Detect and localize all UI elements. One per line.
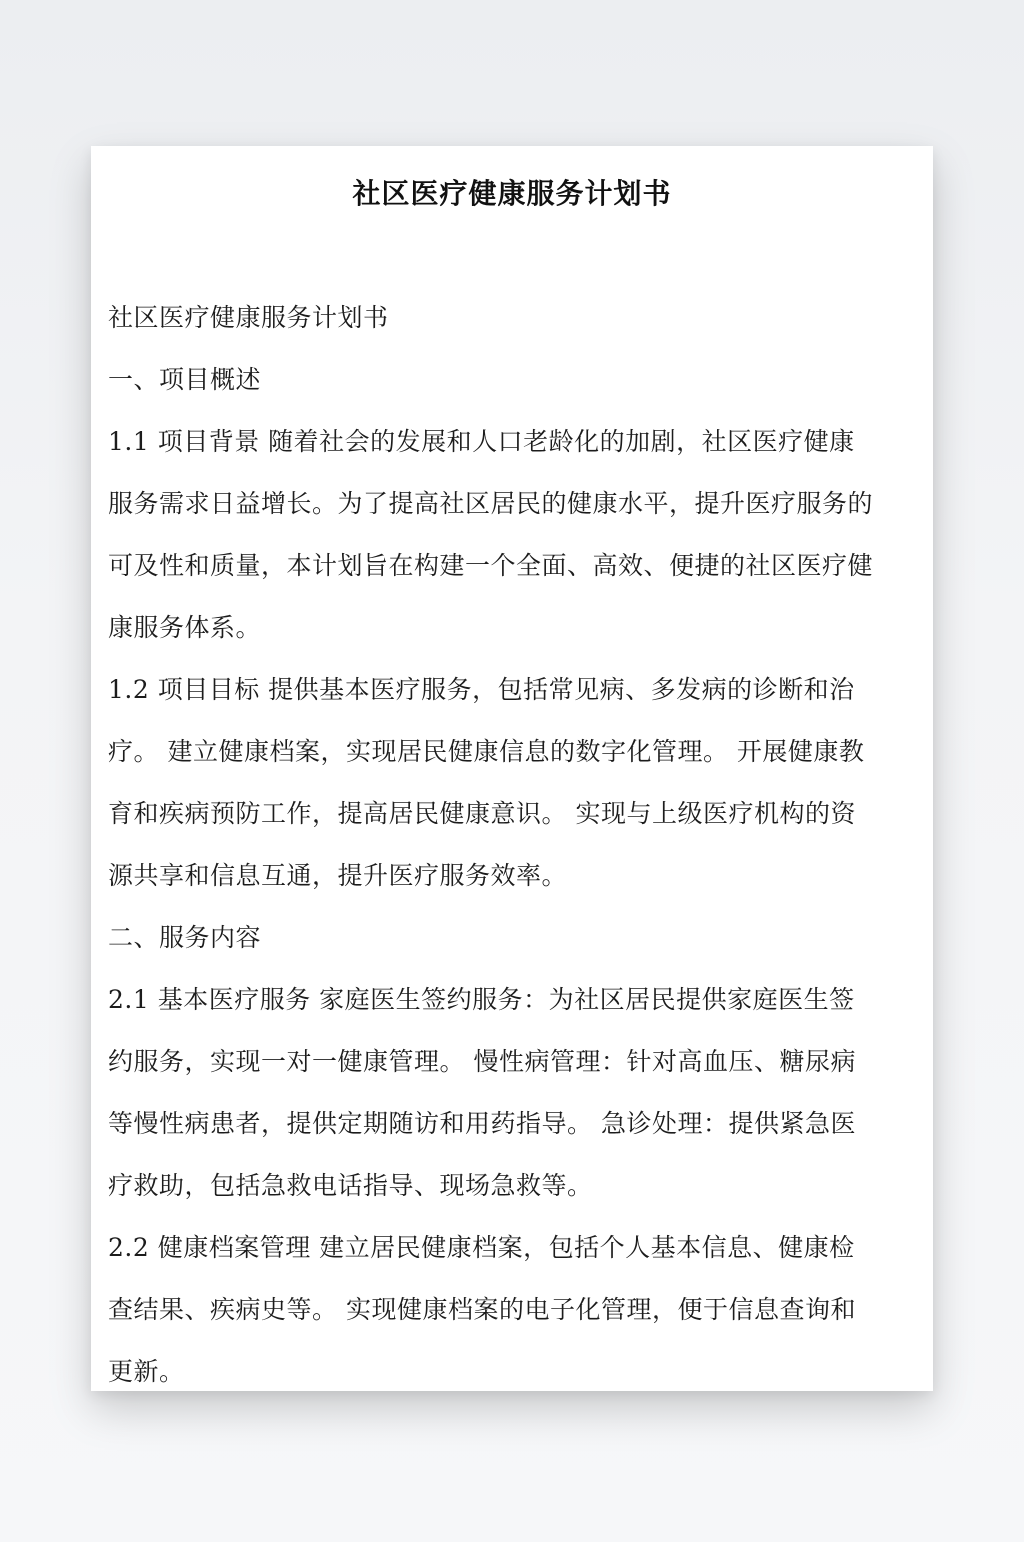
body-line: 一、项目概述: [108, 365, 262, 394]
body-line: 可及性和质量，本计划旨在构建一个全面、高效、便捷的社区医疗健: [108, 551, 874, 580]
body-line: 查结果、疾病史等。 实现健康档案的电子化管理，便于信息查询和: [108, 1295, 856, 1324]
body-line: 更新。: [108, 1357, 185, 1386]
body-line: 社区医疗健康服务计划书: [108, 303, 389, 332]
body-line: 康服务体系。: [108, 613, 262, 642]
body-line: 约服务，实现一对一健康管理。 慢性病管理：针对高血压、糖尿病: [108, 1047, 856, 1076]
document-title: 社区医疗健康服务计划书: [352, 177, 672, 210]
body-line: 疗救助，包括急救电话指导、现场急救等。: [108, 1171, 593, 1200]
body-line: 1.2 项目目标 提供基本医疗服务，包括常见病、多发病的诊断和治: [108, 675, 855, 704]
body-line: 2.2 健康档案管理 建立居民健康档案，包括个人基本信息、健康检: [108, 1233, 855, 1262]
document-page: [91, 146, 933, 1391]
document-body: [108, 287, 918, 1391]
body-line: 1.1 项目背景 随着社会的发展和人口老龄化的加剧，社区医疗健康: [108, 427, 855, 456]
body-line: 服务需求日益增长。为了提高社区居民的健康水平，提升医疗服务的: [108, 489, 874, 518]
body-line: 疗。 建立健康档案，实现居民健康信息的数字化管理。 开展健康教: [108, 737, 865, 766]
body-line: 育和疾病预防工作，提高居民健康意识。 实现与上级医疗机构的资: [108, 799, 856, 828]
body-line: 2.1 基本医疗服务 家庭医生签约服务：为社区居民提供家庭医生签: [108, 985, 855, 1014]
body-line: 源共享和信息互通，提升医疗服务效率。: [108, 861, 568, 890]
body-line: 二、服务内容: [108, 923, 262, 952]
body-line: 等慢性病患者，提供定期随访和用药指导。 急诊处理：提供紧急医: [108, 1109, 856, 1138]
